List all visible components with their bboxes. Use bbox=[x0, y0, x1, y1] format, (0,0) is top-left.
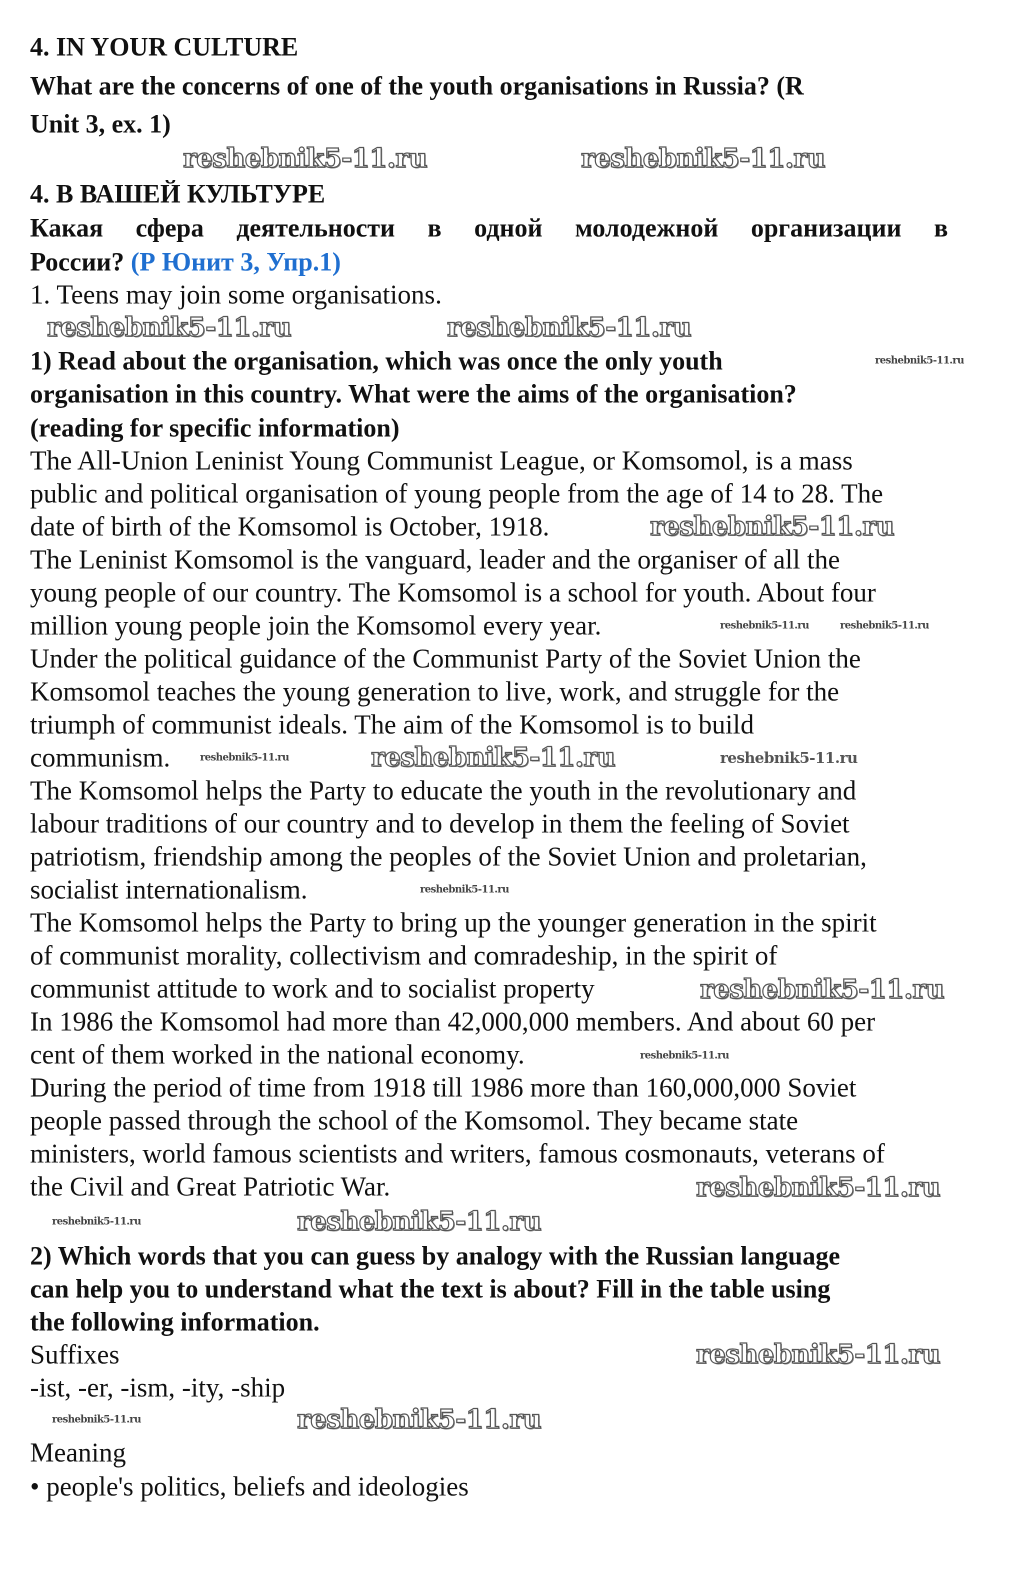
line-text: России? bbox=[30, 247, 131, 277]
line-text: 1) Read about the organisation, which was once the only youth bbox=[30, 346, 723, 376]
text-line bbox=[30, 973, 595, 1006]
text-line bbox=[30, 1171, 390, 1204]
line-text: the Civil and Great Patriotic War. bbox=[30, 1171, 391, 1202]
watermark: reshebnik5-11.ru bbox=[183, 144, 428, 174]
watermark: reshebnik5-11.ru bbox=[640, 1050, 729, 1062]
line-text: 4. IN YOUR CULTURE bbox=[30, 32, 299, 62]
line-text: Какая сфера деятельности в одной молодежной организации в bbox=[30, 213, 948, 243]
line-text: public and political organisation of young people from the age of 14 to 28. The bbox=[30, 478, 884, 509]
line-text: Suffixes bbox=[30, 1339, 120, 1370]
line-text: cent of them worked in the national economy. bbox=[30, 1039, 525, 1070]
watermark: reshebnik5-11.ru bbox=[447, 313, 692, 343]
watermark: reshebnik5-11.ru bbox=[840, 620, 929, 632]
text-line bbox=[30, 940, 777, 973]
heading-line bbox=[30, 1273, 830, 1306]
line-text: people passed through the school of the Komsomol. They became state bbox=[30, 1105, 799, 1136]
line-text: can help you to understand what the text is about? Fill in the table using bbox=[30, 1274, 831, 1304]
line-text: socialist internationalism. bbox=[30, 874, 308, 905]
line-text: 4. В ВАШЕЙ КУЛЬТУРЕ bbox=[30, 179, 326, 209]
text-line bbox=[30, 1471, 469, 1504]
line-text: The Leninist Komsomol is the vanguard, leader and the organiser of all the bbox=[30, 544, 841, 575]
line-text: The Komsomol helps the Party to educate the youth in the revolutionary and bbox=[30, 775, 857, 806]
heading-line bbox=[30, 378, 797, 411]
watermark: reshebnik5-11.ru bbox=[297, 1207, 542, 1237]
watermark: reshebnik5-11.ru bbox=[200, 752, 289, 764]
watermark: reshebnik5-11.ru bbox=[720, 620, 809, 632]
heading-line bbox=[30, 412, 399, 445]
text-line bbox=[30, 874, 307, 907]
line-text: ministers, world famous scientists and writers, famous cosmonauts, veterans of bbox=[30, 1138, 885, 1169]
watermark: reshebnik5-11.ru bbox=[581, 144, 826, 174]
text-line bbox=[30, 1105, 798, 1138]
text-line bbox=[30, 775, 856, 808]
line-text: communist attitude to work and to socialist property bbox=[30, 973, 595, 1004]
line-text: patriotism, friendship among the peoples of the Soviet Union and proletarian, bbox=[30, 841, 867, 872]
text-line bbox=[30, 808, 850, 841]
heading-line bbox=[30, 108, 171, 141]
text-line bbox=[30, 676, 839, 709]
text-line bbox=[30, 1039, 525, 1072]
line-text: 1. Teens may join some organisations. bbox=[30, 279, 442, 310]
watermark: reshebnik5-11.ru bbox=[297, 1405, 542, 1435]
text-line bbox=[30, 643, 861, 676]
line-text: In 1986 the Komsomol had more than 42,000,000 members. And about 60 per bbox=[30, 1006, 876, 1037]
text-line bbox=[30, 610, 601, 643]
text-line bbox=[30, 445, 853, 478]
line-text: date of birth of the Komsomol is October, 1918. bbox=[30, 511, 550, 542]
text-line bbox=[30, 478, 883, 511]
line-text: million young people join the Komsomol every year. bbox=[30, 610, 602, 641]
text-line bbox=[30, 544, 840, 577]
line-text: Meaning bbox=[30, 1437, 126, 1468]
line-text: During the period of time from 1918 till 1986 more than 160,000,000 Soviet bbox=[30, 1072, 857, 1103]
heading-line bbox=[30, 178, 325, 211]
text-line bbox=[30, 1339, 120, 1372]
line-text: young people of our country. The Komsomol is a school for youth. About four bbox=[30, 577, 876, 608]
heading-line bbox=[30, 246, 341, 279]
line-text: (reading for specific information) bbox=[30, 413, 400, 443]
watermark: reshebnik5-11.ru bbox=[420, 884, 509, 896]
heading-line bbox=[30, 1240, 840, 1273]
line-text: What are the concerns of one of the youth organisations in Russia? (R bbox=[30, 71, 804, 101]
heading-line bbox=[30, 212, 948, 245]
text-line bbox=[30, 742, 170, 775]
text-line bbox=[30, 1138, 885, 1171]
line-text: labour traditions of our country and to develop in them the feeling of Soviet bbox=[30, 808, 850, 839]
line-text: • people's politics, beliefs and ideologies bbox=[30, 1471, 469, 1502]
watermark: reshebnik5-11.ru bbox=[650, 512, 895, 542]
heading-line bbox=[30, 70, 804, 103]
watermark: reshebnik5-11.ru bbox=[52, 1414, 141, 1426]
text-line bbox=[30, 577, 876, 610]
text-line bbox=[30, 511, 549, 544]
heading-line bbox=[30, 345, 723, 378]
watermark: reshebnik5-11.ru bbox=[700, 975, 945, 1005]
heading-line bbox=[30, 31, 298, 64]
text-line bbox=[30, 709, 754, 742]
line-text: Komsomol teaches the young generation to live, work, and struggle for the bbox=[30, 676, 840, 707]
reference-link-text: (Р Юнит 3, Упр.1) bbox=[130, 247, 341, 277]
line-text: 2) Which words that you can guess by analogy with the Russian language bbox=[30, 1241, 840, 1271]
watermark: reshebnik5-11.ru bbox=[371, 743, 616, 773]
line-text: the following information. bbox=[30, 1307, 320, 1337]
line-text: The All-Union Leninist Young Communist League, or Komsomol, is a mass bbox=[30, 445, 853, 476]
text-line bbox=[30, 1006, 875, 1039]
line-text: organisation in this country. What were the aims of the organisation? bbox=[30, 379, 797, 409]
watermark: reshebnik5-11.ru bbox=[720, 749, 858, 767]
line-text: communism. bbox=[30, 742, 171, 773]
line-text: Unit 3, ex. 1) bbox=[30, 109, 171, 139]
watermark: reshebnik5-11.ru bbox=[47, 313, 292, 343]
watermark: reshebnik5-11.ru bbox=[696, 1340, 941, 1370]
heading-line bbox=[30, 1306, 320, 1339]
text-line bbox=[30, 1437, 126, 1470]
watermark: reshebnik5-11.ru bbox=[875, 355, 964, 367]
line-text: Under the political guidance of the Communist Party of the Soviet Union the bbox=[30, 643, 861, 674]
text-line bbox=[30, 841, 867, 874]
watermark: reshebnik5-11.ru bbox=[52, 1216, 141, 1228]
line-text: triumph of communist ideals. The aim of the Komsomol is to build bbox=[30, 709, 754, 740]
watermark: reshebnik5-11.ru bbox=[696, 1173, 941, 1203]
text-line bbox=[30, 279, 442, 312]
line-text: -ist, -er, -ism, -ity, -ship bbox=[30, 1372, 286, 1403]
text-line bbox=[30, 1072, 856, 1105]
line-text: The Komsomol helps the Party to bring up the younger generation in the spirit bbox=[30, 907, 877, 938]
text-line bbox=[30, 1372, 285, 1405]
line-text: of communist morality, collectivism and comradeship, in the spirit of bbox=[30, 940, 778, 971]
text-line bbox=[30, 907, 877, 940]
